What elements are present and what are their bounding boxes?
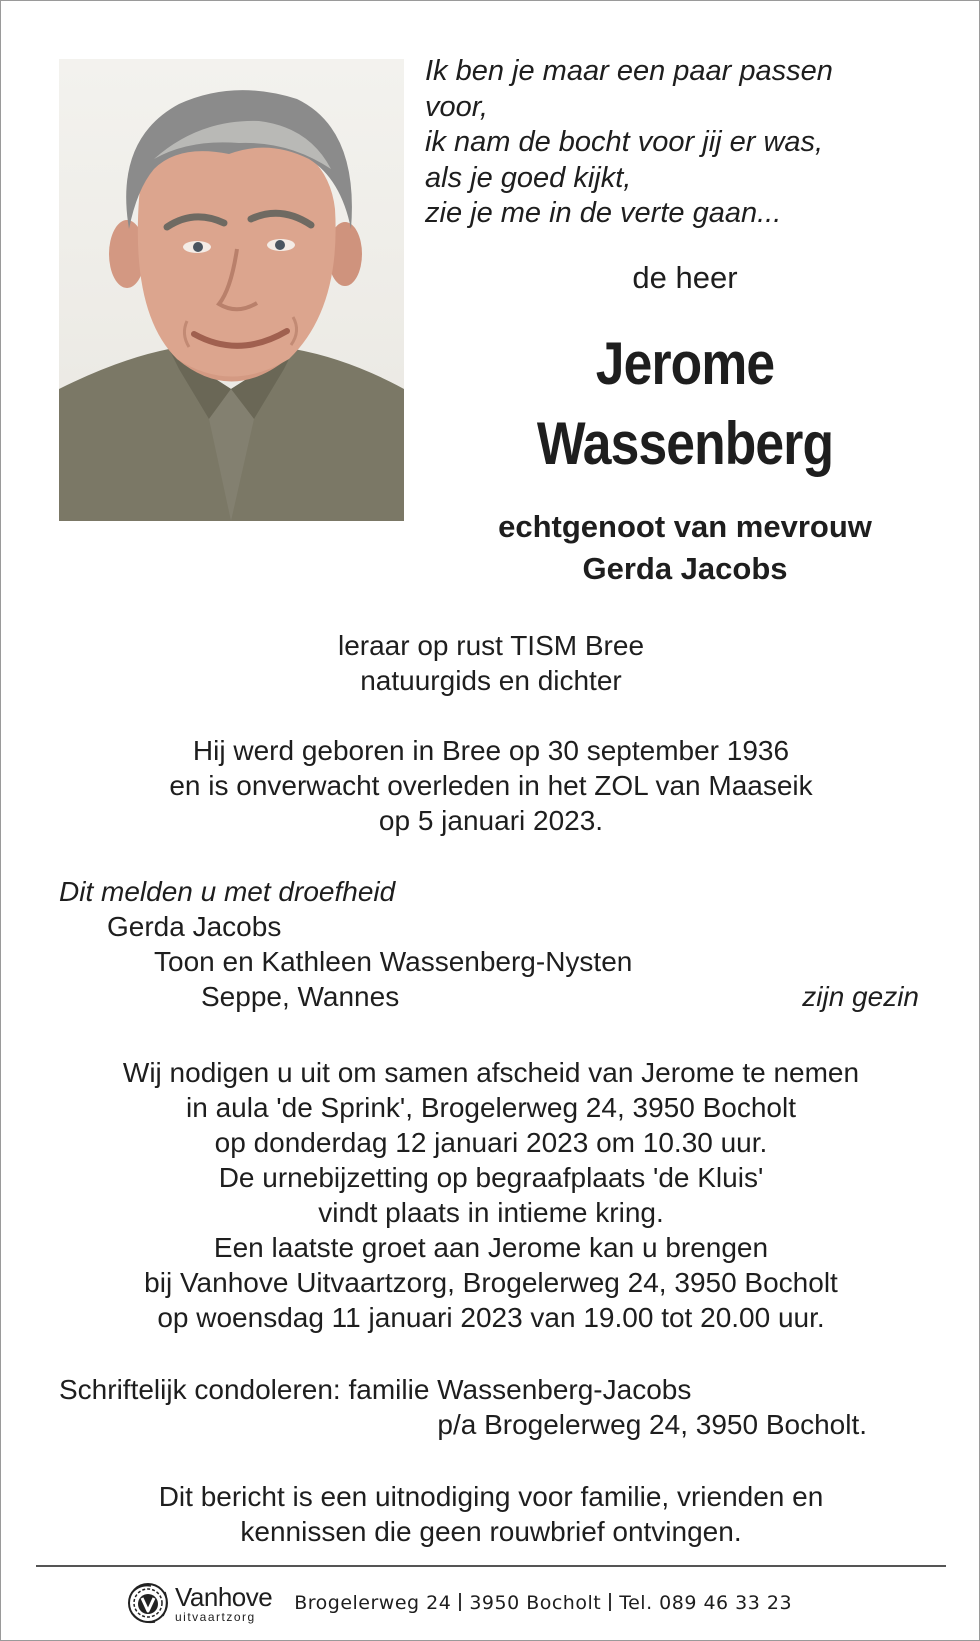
vanhove-logo-icon — [125, 1580, 171, 1626]
footer-address: Brogelerweg 24 — [294, 1592, 452, 1614]
invitation-line: bij Vanhove Uitvaartzorg, Brogelerweg 24, 3950 Bocholt — [144, 1267, 838, 1298]
brand-subtitle: uitvaartzorg — [175, 1609, 256, 1624]
portrait-photo — [59, 59, 404, 521]
brand-name: Vanhove — [175, 1581, 273, 1612]
poem-line: als je goed kijkt, — [425, 161, 632, 194]
poem-line: voor, — [425, 90, 488, 123]
profession-line: leraar op rust TISM Bree — [337, 630, 645, 661]
poem-line: Ik ben je maar een paar passen — [425, 55, 833, 87]
profession — [1, 628, 980, 698]
footer-city: 3950 Bocholt — [469, 1592, 602, 1614]
invitation-line: Wij nodigen u uit om samen afscheid van Jerome te nemen — [122, 1057, 860, 1088]
birth-death-line: en is onverwacht overleden in het ZOL van Maaseik — [169, 770, 813, 801]
funeral-home-footer — [125, 1575, 792, 1631]
family-member: Seppe, Wannes — [201, 981, 400, 1012]
poem-line: zie je me in de verte gaan... — [425, 197, 782, 229]
contact-info — [294, 1592, 792, 1614]
family-intro: Dit melden u met droefheid — [59, 876, 396, 907]
portrait-illustration — [59, 59, 404, 521]
deceased-last-name: Wassenberg — [536, 410, 834, 477]
condolence-address-line2: p/a Brogelerweg 24, 3950 Bocholt. — [437, 1409, 867, 1440]
poem — [425, 54, 945, 232]
spouse-name: Gerda Jacobs — [582, 551, 788, 586]
invitation-line: vindt plaats in intieme kring. — [318, 1197, 664, 1228]
birth-death-line: op 5 januari 2023. — [378, 805, 604, 836]
notice-line: Dit bericht is een uitnodiging voor familie, vrienden en — [158, 1481, 824, 1512]
logo-text — [175, 1581, 273, 1624]
funeral-invitation — [1, 1055, 980, 1335]
notice — [1, 1479, 980, 1549]
notice-line: kennissen die geen rouwbrief ontvingen. — [240, 1516, 742, 1547]
invitation-line: op woensdag 11 januari 2023 van 19.00 tot 20.00 uur. — [157, 1302, 825, 1333]
honorific: de heer — [632, 260, 738, 295]
invitation-line: in aula 'de Sprink', Brogelerweg 24, 3950 Bocholt — [186, 1092, 796, 1123]
poem-line: ik nam de bocht voor jij er was, — [425, 126, 824, 158]
condolence-address-line1: Schriftelijk condoleren: familie Wassenberg-Jacobs — [59, 1374, 692, 1405]
birth-death-line: Hij werd geboren in Bree op 30 september 1936 — [192, 735, 790, 766]
separator — [459, 1593, 461, 1611]
family-member: Toon en Kathleen Wassenberg-Nysten — [154, 946, 633, 977]
profession-line: natuurgids en dichter — [360, 665, 622, 696]
family-member: Gerda Jacobs — [107, 911, 282, 942]
birth-death-info — [1, 733, 980, 838]
separator — [609, 1593, 611, 1611]
family-role: zijn gezin — [802, 981, 919, 1012]
invitation-line: De urnebijzetting op begraafplaats 'de Kluis' — [218, 1162, 764, 1193]
invitation-line: Een laatste groet aan Jerome kan u brengen — [213, 1232, 769, 1263]
deceased-first-name: Jerome — [595, 330, 775, 397]
invitation-line: op donderdag 12 januari 2023 om 10.30 uur. — [214, 1127, 768, 1158]
footer-phone: Tel. 089 46 33 23 — [619, 1592, 793, 1614]
footer-divider — [36, 1565, 946, 1567]
spouse-title: echtgenoot van mevrouw — [498, 509, 872, 544]
